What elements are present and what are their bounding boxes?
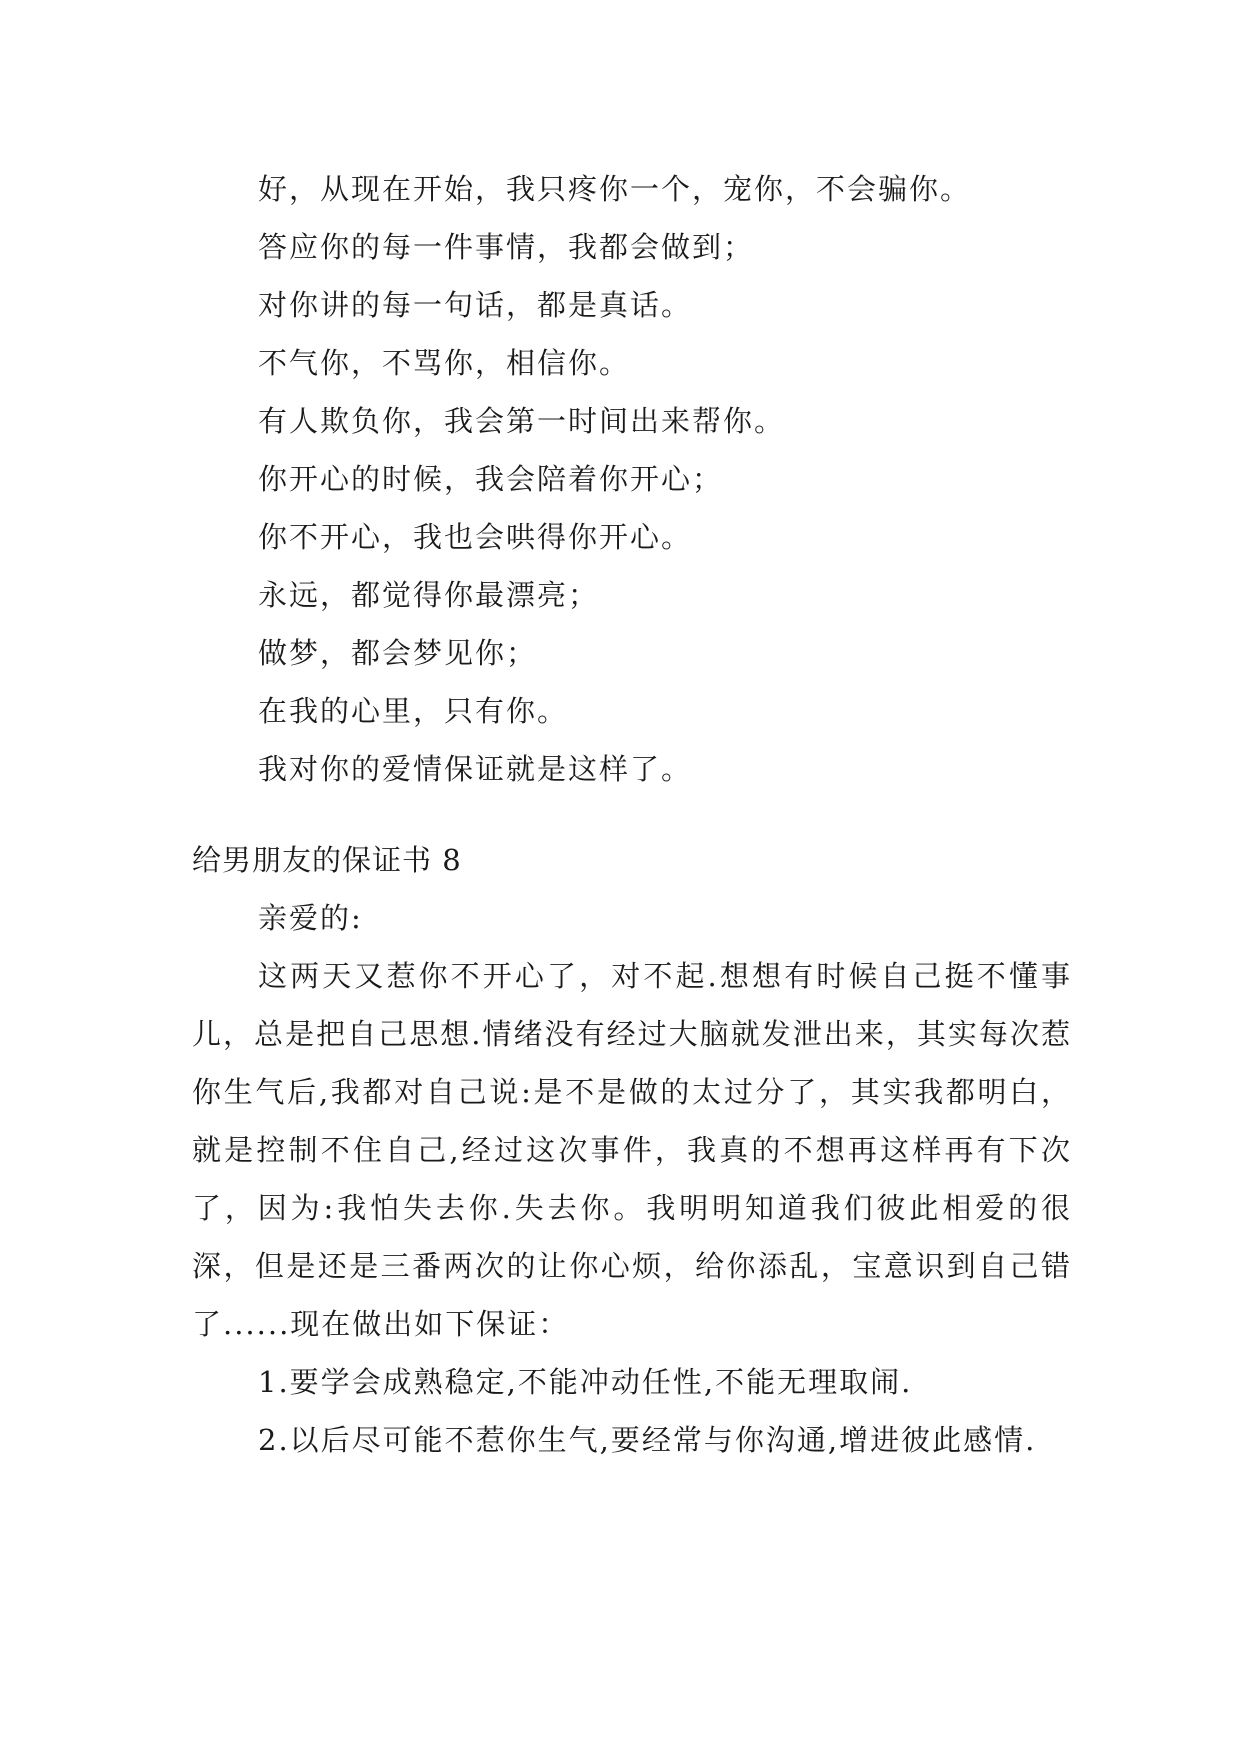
verse-line: 答应你的每一件事情，我都会做到； bbox=[258, 230, 755, 264]
verse-line: 你不开心，我也会哄得你开心。 bbox=[258, 520, 693, 554]
verse-line: 有人欺负你，我会第一时间出来帮你。 bbox=[258, 404, 786, 438]
verse-line: 不气你，不骂你，相信你。 bbox=[258, 346, 631, 380]
salutation: 亲爱的: bbox=[258, 901, 363, 935]
pledge-item: 2.以后尽可能不惹你生气,要经常与你沟通,增进彼此感情. bbox=[258, 1423, 1037, 1457]
pledge-item: 1.要学会成熟稳定,不能冲动任性,不能无理取闹. bbox=[258, 1365, 913, 1399]
pledge-verse-block bbox=[258, 160, 1158, 798]
verse-line: 在我的心里，只有你。 bbox=[258, 694, 569, 728]
letter-body-paragraph: 这两天又惹你不开心了，对不起.想想有时候自己挺不懂事儿，总是把自己思想.情绪没有经过大脑就发泄出来，其实每次惹你生气后,我都对自己说:是不是做的太过分了，其实我都明白，就是控制不住自己,经过这次事件，我真的不想再这样再有下次了，因为:我怕失去你.失去你。我明明知道我们彼此相爱的很深，但是还是三番两次的让你心烦，给你添乱，宝意识到自己错了......现在做出如下保证： bbox=[192, 959, 1072, 1341]
verse-line: 永远，都觉得你最漂亮； bbox=[258, 578, 600, 612]
verse-line: 我对你的爱情保证就是这样了。 bbox=[258, 752, 693, 786]
verse-line: 好，从现在开始，我只疼你一个，宠你，不会骗你。 bbox=[258, 172, 972, 206]
verse-line: 你开心的时候，我会陪着你开心； bbox=[258, 462, 724, 496]
letter-section bbox=[192, 831, 1072, 1469]
section-heading: 给男朋友的保证书 8 bbox=[192, 843, 462, 877]
verse-line: 对你讲的每一句话，都是真话。 bbox=[258, 288, 693, 322]
verse-line: 做梦，都会梦见你； bbox=[258, 636, 538, 670]
